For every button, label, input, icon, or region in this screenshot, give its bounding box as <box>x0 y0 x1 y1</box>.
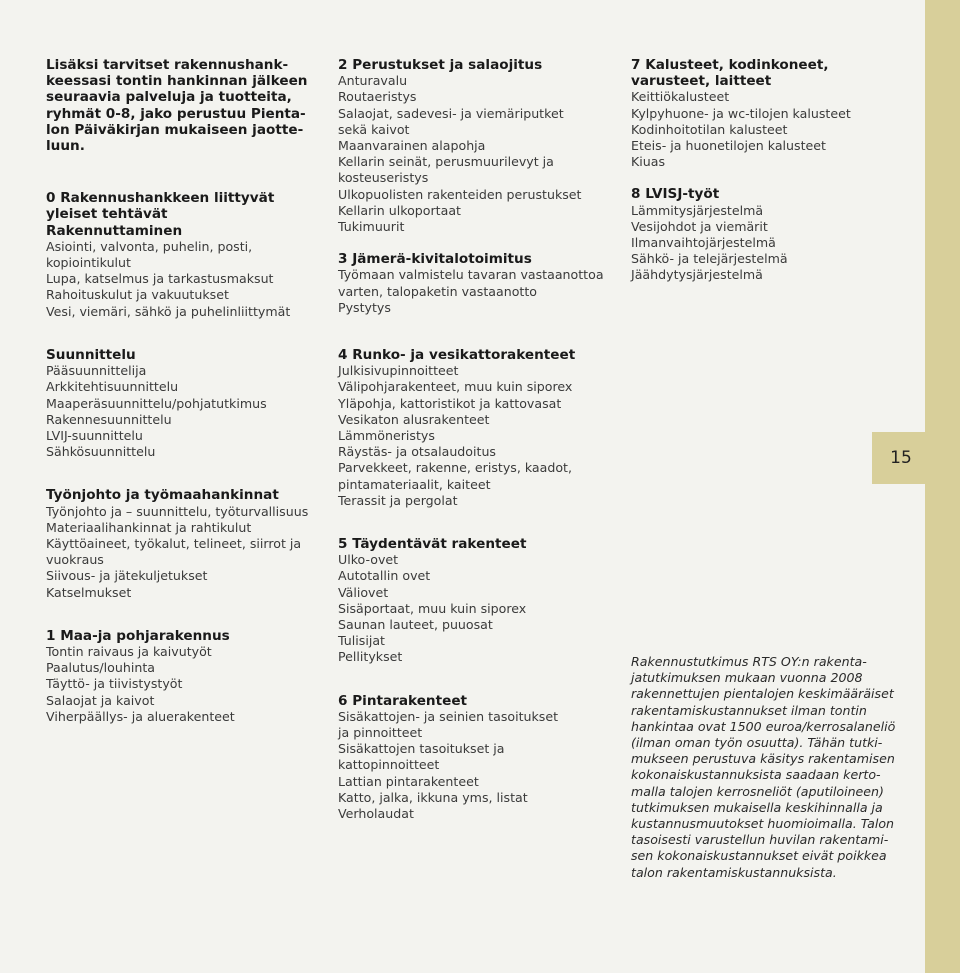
note-line: rakentamiskustannukset ilman tontin <box>631 702 867 718</box>
list-item: Arkkitehtisuunnittelu <box>46 379 179 395</box>
list-item: Salaojat, sadevesi- ja viemäriputket <box>338 105 564 121</box>
intro-line: ryhmät 0-8, jako perustuu Pienta- <box>46 105 306 122</box>
note-line: kustannusmuutokset huomioimalla. Talon <box>631 816 895 832</box>
section-title: 2 Perustukset ja salaojitus <box>338 57 543 73</box>
list-item: sekä kaivot <box>338 121 410 137</box>
list-item: LVIJ-suunnittelu <box>46 428 143 444</box>
note-line: tutkimuksen mukaisella keskihinnalla ja <box>631 799 883 815</box>
list-item: Rahoituskulut ja vakuutukset <box>46 287 229 303</box>
list-item: Yläpohja, kattoristikot ja kattovasat <box>338 395 562 411</box>
list-item: Verholaudat <box>338 806 414 822</box>
list-item: Katto, jalka, ikkuna yms, listat <box>338 789 528 805</box>
note-line: sen kokonaiskustannukset eivät poikkea <box>631 848 887 864</box>
list-item: Jäähdytysjärjestelmä <box>631 267 763 283</box>
note-line: rakennettujen pientalojen keskimääräiset <box>631 686 894 702</box>
list-item: Kodinhoitotilan kalusteet <box>631 121 788 137</box>
column-1-top <box>46 57 316 336</box>
list-item: Väliovet <box>338 584 389 600</box>
section-tyonjohto <box>46 487 326 600</box>
section-title <box>631 57 911 89</box>
list-item: Kiuas <box>631 154 666 170</box>
list-item: Tulisijat <box>338 633 385 649</box>
list-item: Sähkösuunnittelu <box>46 444 156 460</box>
column-2-bottom <box>338 347 618 838</box>
section-title <box>46 190 316 239</box>
section-5 <box>338 536 618 666</box>
list-item: Keittiökalusteet <box>631 89 730 105</box>
list-item: Julkisivupinnoitteet <box>338 363 459 379</box>
section-suunnittelu <box>46 347 326 460</box>
note-line: (ilman oman työn osuutta). Tähän tutki- <box>631 735 883 751</box>
list-item: Autotallin ovet <box>338 568 431 584</box>
research-note <box>631 654 906 881</box>
list-item: Eteis- ja huonetilojen kalusteet <box>631 138 826 154</box>
list-item: Paalutus/louhinta <box>46 660 155 676</box>
list-item: Vesi, viemäri, sähkö ja puhelinliittymät <box>46 303 291 319</box>
list-item: Ulko-ovet <box>338 552 399 568</box>
title-line: 0 Rakennushankkeen liittyvät <box>46 190 275 207</box>
note-line: hankintaa ovat 1500 euroa/kerrosalaneliö <box>631 718 896 734</box>
list-item: Pystytys <box>338 299 391 315</box>
section-0 <box>46 190 316 320</box>
list-item: Välipohjarakenteet, muu kuin siporex <box>338 379 573 395</box>
list-item: Täyttö- ja tiivistystyöt <box>46 676 183 692</box>
list-item: Sähkö- ja telejärjestelmä <box>631 251 788 267</box>
section-8 <box>631 186 911 283</box>
list-item: Parvekkeet, rakenne, eristys, kaadot, <box>338 460 572 476</box>
title-line: yleiset tehtävät <box>46 206 168 223</box>
list-item: Vesijohdot ja viemärit <box>631 218 768 234</box>
list-item: Ulkopuolisten rakenteiden perustukset <box>338 186 582 202</box>
list-item: Räystäs- ja otsalaudoitus <box>338 444 496 460</box>
list-item: Kellarin ulkoportaat <box>338 202 461 218</box>
note-line: Rakennustutkimus RTS OY:n rakenta- <box>631 654 867 669</box>
list-item: pintamateriaalit, kaiteet <box>338 476 491 492</box>
section-2 <box>338 57 618 235</box>
section-title: Suunnittelu <box>46 347 136 363</box>
list-item: Viherpäällys- ja aluerakenteet <box>46 708 235 724</box>
note-line: malla talojen kerrosneliöt (aputiloineen) <box>631 783 884 799</box>
column-2-top <box>338 57 618 332</box>
intro-line: keessasi tontin hankinnan jälkeen <box>46 73 308 90</box>
list-item: Ilmanvaihtojärjestelmä <box>631 235 776 251</box>
section-title: 6 Pintarakenteet <box>338 692 468 709</box>
list-item: Työmaan valmistelu tavaran vastaanottoa <box>338 267 604 283</box>
list-item: Katselmukset <box>46 584 132 600</box>
section-title: 3 Jämerä-kivitalotoimitus <box>338 251 532 268</box>
list-item: Siivous- ja jätekuljetukset <box>46 568 208 584</box>
list-item: Asiointi, valvonta, puhelin, posti, <box>46 238 253 254</box>
section-title: Työnjohto ja työmaahankinnat <box>46 487 279 504</box>
section-title: 1 Maa-ja pohjarakennus <box>46 627 230 644</box>
list-item: Kellarin seinät, perusmuurilevyt ja <box>338 154 554 170</box>
list-item: Työnjohto ja – suunnittelu, työturvallisuus <box>46 503 309 519</box>
section-3 <box>338 251 618 316</box>
page-number: 15 <box>890 448 912 468</box>
section-6 <box>338 693 618 823</box>
title-line: varusteet, laitteet <box>631 73 772 90</box>
section-7 <box>631 57 911 170</box>
page-number-tab <box>872 432 930 484</box>
list-item: Lämmöneristys <box>338 428 435 444</box>
note-line: tasoisesti varustellun huvilan rakentami- <box>631 832 889 848</box>
list-item: Lupa, katselmus ja tarkastusmaksut <box>46 271 274 287</box>
list-item: vuokraus <box>46 552 104 568</box>
list-item: kosteuseristys <box>338 170 429 186</box>
list-item: Tontin raivaus ja kaivutyöt <box>46 644 212 660</box>
list-item: Sisäkattojen tasoitukset ja <box>338 741 505 757</box>
intro-line: seuraavia palveluja ja tuotteita, <box>46 89 292 106</box>
list-item: Lämmitysjärjestelmä <box>631 202 764 218</box>
section-title: 5 Täydentävät rakenteet <box>338 536 527 553</box>
list-item: Materiaalihankinnat ja rahtikulut <box>46 519 252 535</box>
right-margin-band <box>925 0 960 973</box>
list-item: varten, talopaketin vastaanotto <box>338 283 537 299</box>
list-item: Maaperäsuunnittelu/pohjatutkimus <box>46 395 267 411</box>
intro-paragraph <box>46 57 316 154</box>
intro-line: Lisäksi tarvitset rakennushank- <box>46 57 289 73</box>
list-item: Vesikaton alusrakenteet <box>338 411 490 427</box>
title-line: Rakennuttaminen <box>46 222 183 239</box>
section-1 <box>46 628 326 725</box>
list-item: kopiointikulut <box>46 255 131 271</box>
list-item: Pellitykset <box>338 649 403 665</box>
note-line: talon rakentamiskustannuksista. <box>631 864 837 880</box>
list-item: Kylpyhuone- ja wc-tilojen kalusteet <box>631 105 851 121</box>
column-1-bottom <box>46 347 326 741</box>
list-item: Terassit ja pergolat <box>338 492 458 508</box>
note-line: kokonaiskustannuksista saadaan kerto- <box>631 767 881 783</box>
list-item: Anturavalu <box>338 73 408 89</box>
list-item: Saunan lauteet, puuosat <box>338 617 493 633</box>
list-item: Rakennesuunnittelu <box>46 411 172 427</box>
list-item: Sisäkattojen- ja seinien tasoitukset <box>338 708 559 724</box>
list-item: Lattian pintarakenteet <box>338 773 479 789</box>
list-item: Salaojat ja kaivot <box>46 692 155 708</box>
list-item: Routaeristys <box>338 89 417 105</box>
list-item: Pääsuunnittelija <box>46 363 147 379</box>
list-item: Sisäportaat, muu kuin siporex <box>338 600 527 616</box>
section-title: 4 Runko- ja vesikattorakenteet <box>338 347 576 363</box>
note-line: mukseen perustuva käsitys rakentamisen <box>631 751 895 767</box>
section-4 <box>338 347 618 509</box>
column-3-top <box>631 57 911 300</box>
intro-line: luun. <box>46 138 85 155</box>
note-line: jatutkimuksen mukaan vuonna 2008 <box>631 670 863 686</box>
section-title: 8 LVISJ-työt <box>631 186 720 203</box>
list-item: Käyttöaineet, työkalut, telineet, siirrot ja <box>46 536 302 552</box>
list-item: Maanvarainen alapohja <box>338 138 486 154</box>
list-item: kattopinnoitteet <box>338 757 440 773</box>
list-item: ja pinnoitteet <box>338 725 423 741</box>
title-line: 7 Kalusteet, kodinkoneet, <box>631 57 829 73</box>
intro-line: lon Päiväkirjan mukaiseen jaotte- <box>46 121 304 138</box>
list-item: Tukimuurit <box>338 219 405 235</box>
